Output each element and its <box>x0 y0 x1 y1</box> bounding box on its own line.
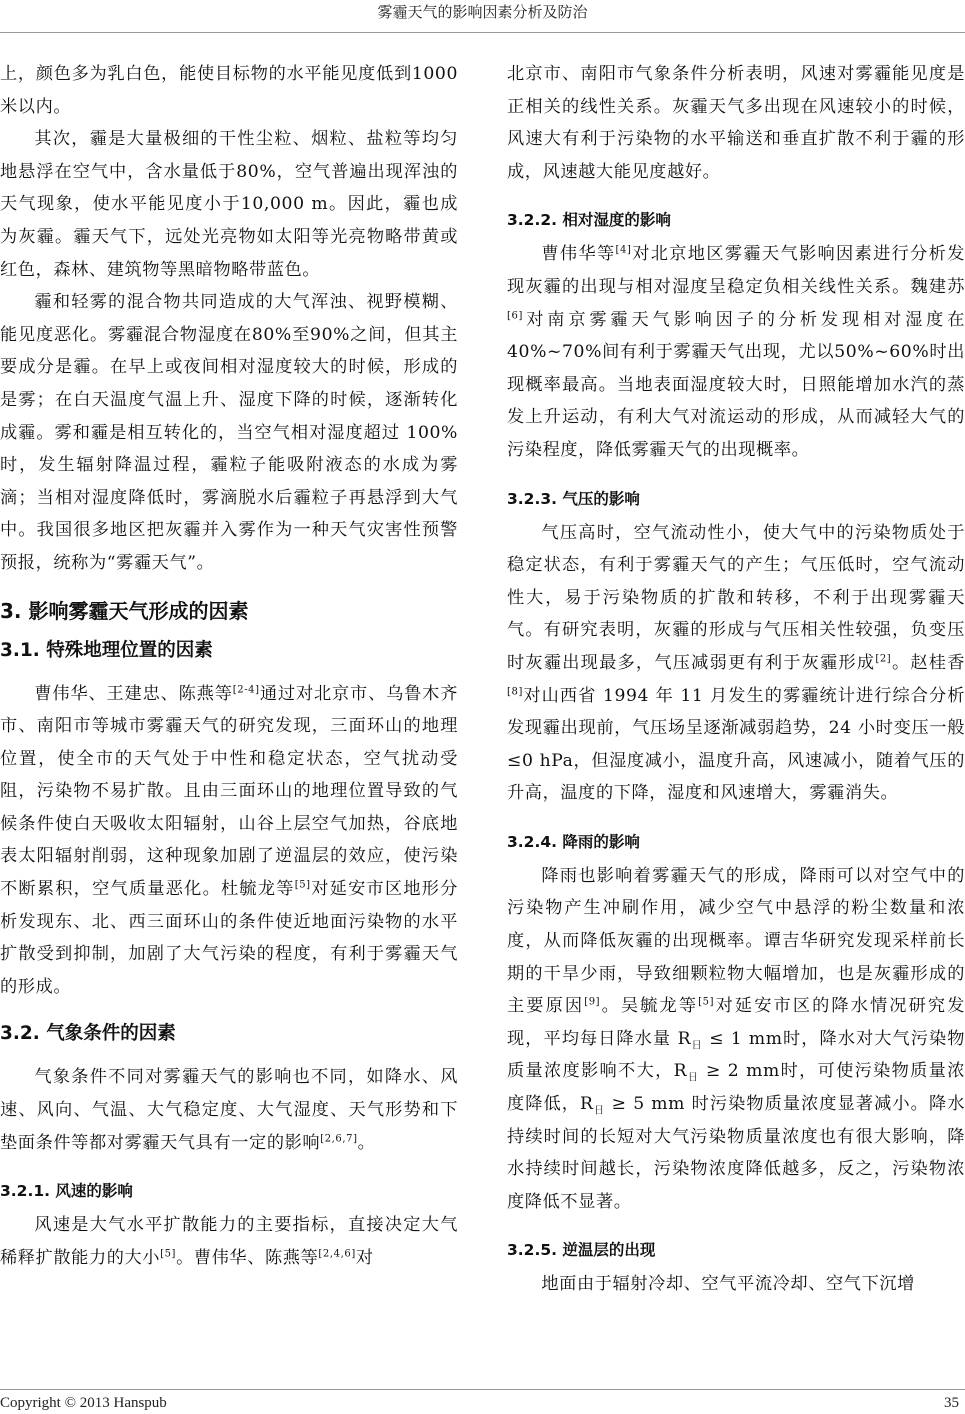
paragraph-fog-haze-mixture: 霾和轻雾的混合物共同造成的大气浑浊、视野模糊、能见度恶化。雾霾混合物湿度在80%至90%之间，但其主要成分是霾。在早上或夜间相对湿度较大的时候，形成的是雾；在白天温度气温上升、湿度下降的时候，逐渐转化成霾。雾和霾是相互转化的，当空气相对湿度超过 100%时，发生辐射降温过程，霾粒子能吸附液态的水成为雾滴；当相对湿度降低时，雾滴脱水后霾粒子再悬浮到大气中。我国很多地区把灰霾并入雾作为一种天气灾害性预警预报，统称为“雾霾天气”。 <box>0 292 458 573</box>
section-heading-3-2-2: 3.2.2. 相对湿度的影响 <box>507 211 671 230</box>
section-heading-3-2-4: 3.2.4. 降雨的影响 <box>507 832 640 851</box>
section-heading-3-2: 3.2. 气象条件的因素 <box>0 1023 176 1045</box>
paragraph-wind-speed-continued: 北京市、南阳市气象条件分析表明，风速对雾霾能见度是正相关的线性关系。灰霾天气多出现在风速较小的时候，风速大有利于污染物的水平输送和垂直扩散不利于霾的形成，风速越大能见度越好。 <box>507 64 965 182</box>
paragraph-wind-speed: 风速是大气水平扩散能力的主要指标，直接决定大气稀释扩散能力的大小[5]。曹伟华、陈燕等[2,4,6]对 <box>0 1215 458 1268</box>
citation: [5] <box>294 879 311 891</box>
citation: [8] <box>507 685 523 697</box>
section-heading-3-1: 3.1. 特殊地理位置的因素 <box>0 639 213 661</box>
section-heading-3: 3. 影响雾霾天气形成的因素 <box>0 598 249 623</box>
paragraph-pressure: 气压高时，空气流动性小，使大气中的污染物质处于稳定状态，有利于雾霾天气的产生；气压低时，空气流动性大，易于污染物质的扩散和转移，不利于出现雾霾天气。有研究表明，灰霾的形成与气压相关性较强，负变压时灰霾出现最多，气压减弱更有利于灰霾形成[2]。赵桂香[8]对山西省 1994 年 11 月发生的雾霾统计进行综合分析发现霾出现前，气压场呈逐渐减弱趋势，24 小时变压一般≤0 hPa，但湿度减小，温度升高，风速减小，随着气压的升高，温度的下降，湿度和风速增大，雾霾消失。 <box>507 522 965 804</box>
section-heading-3-2-3: 3.2.3. 气压的影响 <box>507 489 640 508</box>
citation: [5] <box>160 1248 177 1260</box>
section-heading-3-2-1: 3.2.1. 风速的影响 <box>0 1182 133 1201</box>
footer-copyright: Copyright © 2013 Hanspub <box>0 1395 167 1411</box>
citation: [2,6,7] <box>320 1132 358 1144</box>
paragraph-haze-definition: 其次，霾是大量极细的干性尘粒、烟粒、盐粒等均匀地悬浮在空气中，含水量低于80%，空气普遍出现浑浊的天气现象，使水平能见度小于10,000 m。因此，霾也成为灰霾。霾天气下，远处光亮物如太阳等光亮物略带黄或红色，森林、建筑物等黑暗物略带蓝色。 <box>0 129 458 280</box>
citation: [4] <box>615 244 632 256</box>
citation: [5] <box>698 996 715 1008</box>
section-heading-3-2-5: 3.2.5. 逆温层的出现 <box>507 1241 656 1260</box>
paragraph-rainfall: 降雨也影响着雾霾天气的形成，降雨可以对空气中的污染物产生冲刷作用，减少空气中悬浮的粉尘数量和浓度，从而降低灰霾的出现概率。谭吉华研究发现采样前长期的干旱少雨，导致细颗粒物大幅增加，也是灰霾形成的主要原因[9]。吴毓龙等[5]对延安市区的降水情况研究发现，平均每日降水量 $R_日 \le 1$ mm时，降水对大气污染物质量浓度影响不大，$R_日 \ge 2$ mm时，可使污染物质量浓度降低，$R_日 \ge 5$ mm 时污染物质量浓度显著减小。降水持续时间的长短对大气污染物质量浓度也有很大影响，降水持续时间越长，污染物浓度降低越多，反之，污染物浓度降低不显著。 <box>507 865 965 1212</box>
right-column <box>507 58 965 1301</box>
paragraph-continued: 上，颜色多为乳白色，能使目标物的水平能见度低到1000米以内。 <box>0 64 458 117</box>
citation: [2] <box>875 653 892 665</box>
citation: [6] <box>507 309 523 321</box>
paragraph-geography: 曹伟华、王建忠、陈燕等[2-4]通过对北京市、乌鲁木齐市、南阳市等城市雾霾天气的研究发现，三面环山的地理位置，使全市的天气处于中性和稳定状态，空气扰动受阻，污染物不易扩散。且由三面环山的地理位置导致的气候条件使白天吸收太阳辐射，山谷上层空气加热，谷底地表太阳辐射削弱，这种现象加剧了逆温层的效应，使污染不断累积，空气质量恶化。杜毓龙等[5]对延安市区地形分析发现东、北、西三面环山的条件使近地面污染物的水平扩散受到抑制，加剧了大气污染的程度，有利于雾霾天气的形成。 <box>0 683 458 997</box>
citation: [9] <box>584 996 601 1008</box>
running-header: 雾霾天气的影响因素分析及防治 <box>377 3 588 21</box>
page-number: 35 <box>944 1395 959 1411</box>
paragraph-humidity: 曹伟华等[4]对北京地区雾霾天气影响因素进行分析发现灰霾的出现与相对湿度呈稳定负相关线性关系。魏建苏[6]对南京雾霾天气影响因子的分析发现相对湿度在 40%~70%间有利于雾霾天气出现，尤以50%~60%时出现概率最高。当地表面湿度较大时，日照能增加水汽的蒸发上升运动，有利大气对流运动的形成，从而减轻大气的污染程度，降低雾霾天气的出现概率。 <box>507 244 965 460</box>
paragraph-meteorology: 气象条件不同对雾霾天气的影响也不同，如降水、风速、风向、气温、大气稳定度、大气湿度、天气形势和下垫面条件等都对雾霾天气具有一定的影响[2,6,7]。 <box>0 1067 458 1153</box>
paragraph-inversion-layer: 地面由于辐射冷却、空气平流冷却、空气下沉增 <box>541 1274 915 1295</box>
left-column <box>0 58 458 1274</box>
citation: [2-4] <box>232 683 260 695</box>
citation: [2,4,6] <box>318 1248 356 1260</box>
header-rule <box>0 32 965 33</box>
footer-rule <box>0 1389 965 1390</box>
